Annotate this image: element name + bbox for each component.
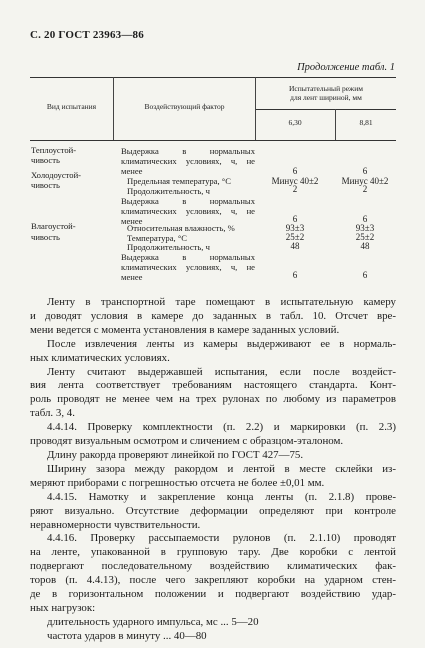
humid-humidity-8-81: 93±3: [355, 223, 375, 233]
text-line: роль проводят не менее чем на трех рулонах по любому из параметров: [30, 393, 396, 406]
humid-temp-8-81: 25±2: [355, 232, 375, 242]
text-line: табл. 3, 4.: [30, 407, 75, 420]
cold-exposure-8-81: 6: [362, 214, 368, 224]
table-continuation-caption: Продолжение табл. 1: [297, 62, 395, 73]
factor-line: менее: [121, 166, 143, 177]
factor-line: Температура, °C: [127, 233, 187, 243]
humid-factor-duration: [127, 242, 255, 252]
heat-factor-exposure: [121, 146, 255, 176]
factor-line: климатических условиях, ч, не: [121, 206, 255, 217]
factor-line: климатических условиях, ч, не: [121, 156, 255, 167]
text-line: 4.4.15. Намотку и закрепление конца ленты (п. 2.1.8) прове-: [47, 490, 396, 503]
factor-line: Предельная температура, °C: [127, 176, 231, 186]
text-line: 4.4.14. Проверку комплектности (п. 2.2) и маркировки (п. 2.3): [47, 421, 396, 434]
table-header-bottom-rule: [30, 140, 396, 141]
humid-duration-8-81: 48: [360, 241, 370, 251]
text-line: торов (п. 4.4.13), после чего закрепляют коробки на ударном стен-: [30, 574, 396, 587]
heat-value-6-30: 6: [292, 166, 298, 176]
text-line: проводят визуальным осмотром и сличением с образцом-эталоном.: [30, 435, 344, 448]
cold-exposure-6-30: 6: [292, 214, 298, 224]
heat-value-8-81: 6: [362, 166, 368, 176]
factor-line: менее: [121, 272, 143, 283]
body-text: [30, 296, 396, 644]
humid-humidity-6-30: 93±3: [285, 223, 305, 233]
text-line: меряют приборами с погрешностью отсчета не более ±0,01 мм.: [30, 476, 325, 489]
header-width-8-81: 8,81: [359, 118, 373, 127]
test-name-heat-1: Теплоустой-: [31, 145, 77, 155]
test-name-cold-1: Холодоустой-: [31, 170, 82, 180]
text-line: ных климатических условиях.: [30, 351, 170, 364]
text-line: 4.4.16. Проверку рассыпаемости рулонов (п. 2.1.10) проводят: [47, 532, 396, 545]
text-line: После извлечения ленты из камеры выдерживают ее в нормаль-: [47, 337, 396, 350]
text-line: Ленту в транспортной таре помещают в испытательную камеру: [47, 296, 396, 308]
factor-line: Продолжительность, ч: [127, 186, 210, 196]
factor-line: Выдержка в нормальных: [121, 196, 255, 206]
table-subheader-rule: [255, 109, 396, 110]
text-line: де в горизонтальном положении и подвергают воздействию удар-: [30, 588, 396, 601]
header-mode-line2: для лент шириной, мм: [290, 93, 362, 102]
cold-temp-8-81: Минус 40±2: [341, 176, 389, 186]
humid-duration-6-30: 48: [290, 241, 300, 251]
cold-duration-6-30: 2: [292, 184, 298, 194]
cold-duration-8-81: 2: [362, 184, 368, 194]
text-line: неравномерности чувствительности.: [30, 518, 201, 531]
text-line: Ленту считают выдержавшей испытания, если после воздейст-: [47, 365, 396, 378]
table-top-rule: [30, 77, 396, 78]
text-line: вия лента соответствует требованиям настоящего стандарта. Конт-: [30, 379, 396, 392]
header-mode-line1: Испытательный режим: [288, 84, 364, 93]
text-line: ряют визуально. Отсутствие деформации определяют при контроле: [30, 504, 396, 517]
factor-line: Выдержка в нормальных: [121, 146, 255, 156]
cold-factor-temperature: [127, 176, 255, 186]
text-line: частота ударов в минуту ... 40—80: [47, 629, 207, 642]
humid-exposure-6-30: 6: [292, 270, 298, 280]
header-factor: Воздействующий фактор: [144, 102, 225, 111]
text-line: ных нагрузок:: [30, 601, 96, 614]
factor-line: климатических условиях, ч, не: [121, 262, 255, 273]
text-line: на ленте, упакованной в групповую тару. Две коробки с лентой: [30, 546, 396, 559]
text-line: мени ведется с момента установления в камере заданных условий.: [30, 323, 340, 336]
text-line: Длину ракорда проверяют линейкой по ГОСТ 427—75.: [47, 448, 304, 461]
test-name-cold-2: чивость: [31, 180, 60, 190]
cold-temp-6-30: Минус 40±2: [271, 176, 319, 186]
factor-line: Относительная влажность, %: [127, 223, 235, 233]
humid-temp-6-30: 25±2: [285, 232, 305, 242]
test-name-heat-2: чивость: [31, 155, 60, 165]
test-name-humid-2: чивость: [31, 232, 60, 242]
test-name-humid-1: Влагоустой-: [31, 221, 76, 231]
header-test-type: Вид испытания: [46, 102, 97, 111]
humid-exposure-8-81: 6: [362, 270, 368, 280]
factor-line: Продолжительность, ч: [127, 242, 210, 252]
cold-factor-exposure: [121, 196, 255, 226]
humid-factor-humidity: [127, 223, 255, 233]
factor-line: менее: [121, 216, 143, 227]
text-line: подвергают последовательному воздействию климатических фак-: [30, 560, 396, 573]
text-line: Ширину зазора между ракордом и лентой в месте склейки из-: [47, 462, 396, 475]
text-line: длительность ударного импульса, мс ... 5—20: [47, 615, 259, 628]
header-width-6-30: 6,30: [288, 118, 302, 127]
cold-factor-duration: [127, 186, 255, 196]
humid-factor-exposure: [121, 252, 255, 282]
page-header: С. 20 ГОСТ 23963—86: [30, 29, 144, 41]
factor-line: Выдержка в нормальных: [121, 252, 255, 262]
text-line: и доводят условия в камере до заданных в табл. 10. Отсчет вре-: [30, 309, 396, 322]
